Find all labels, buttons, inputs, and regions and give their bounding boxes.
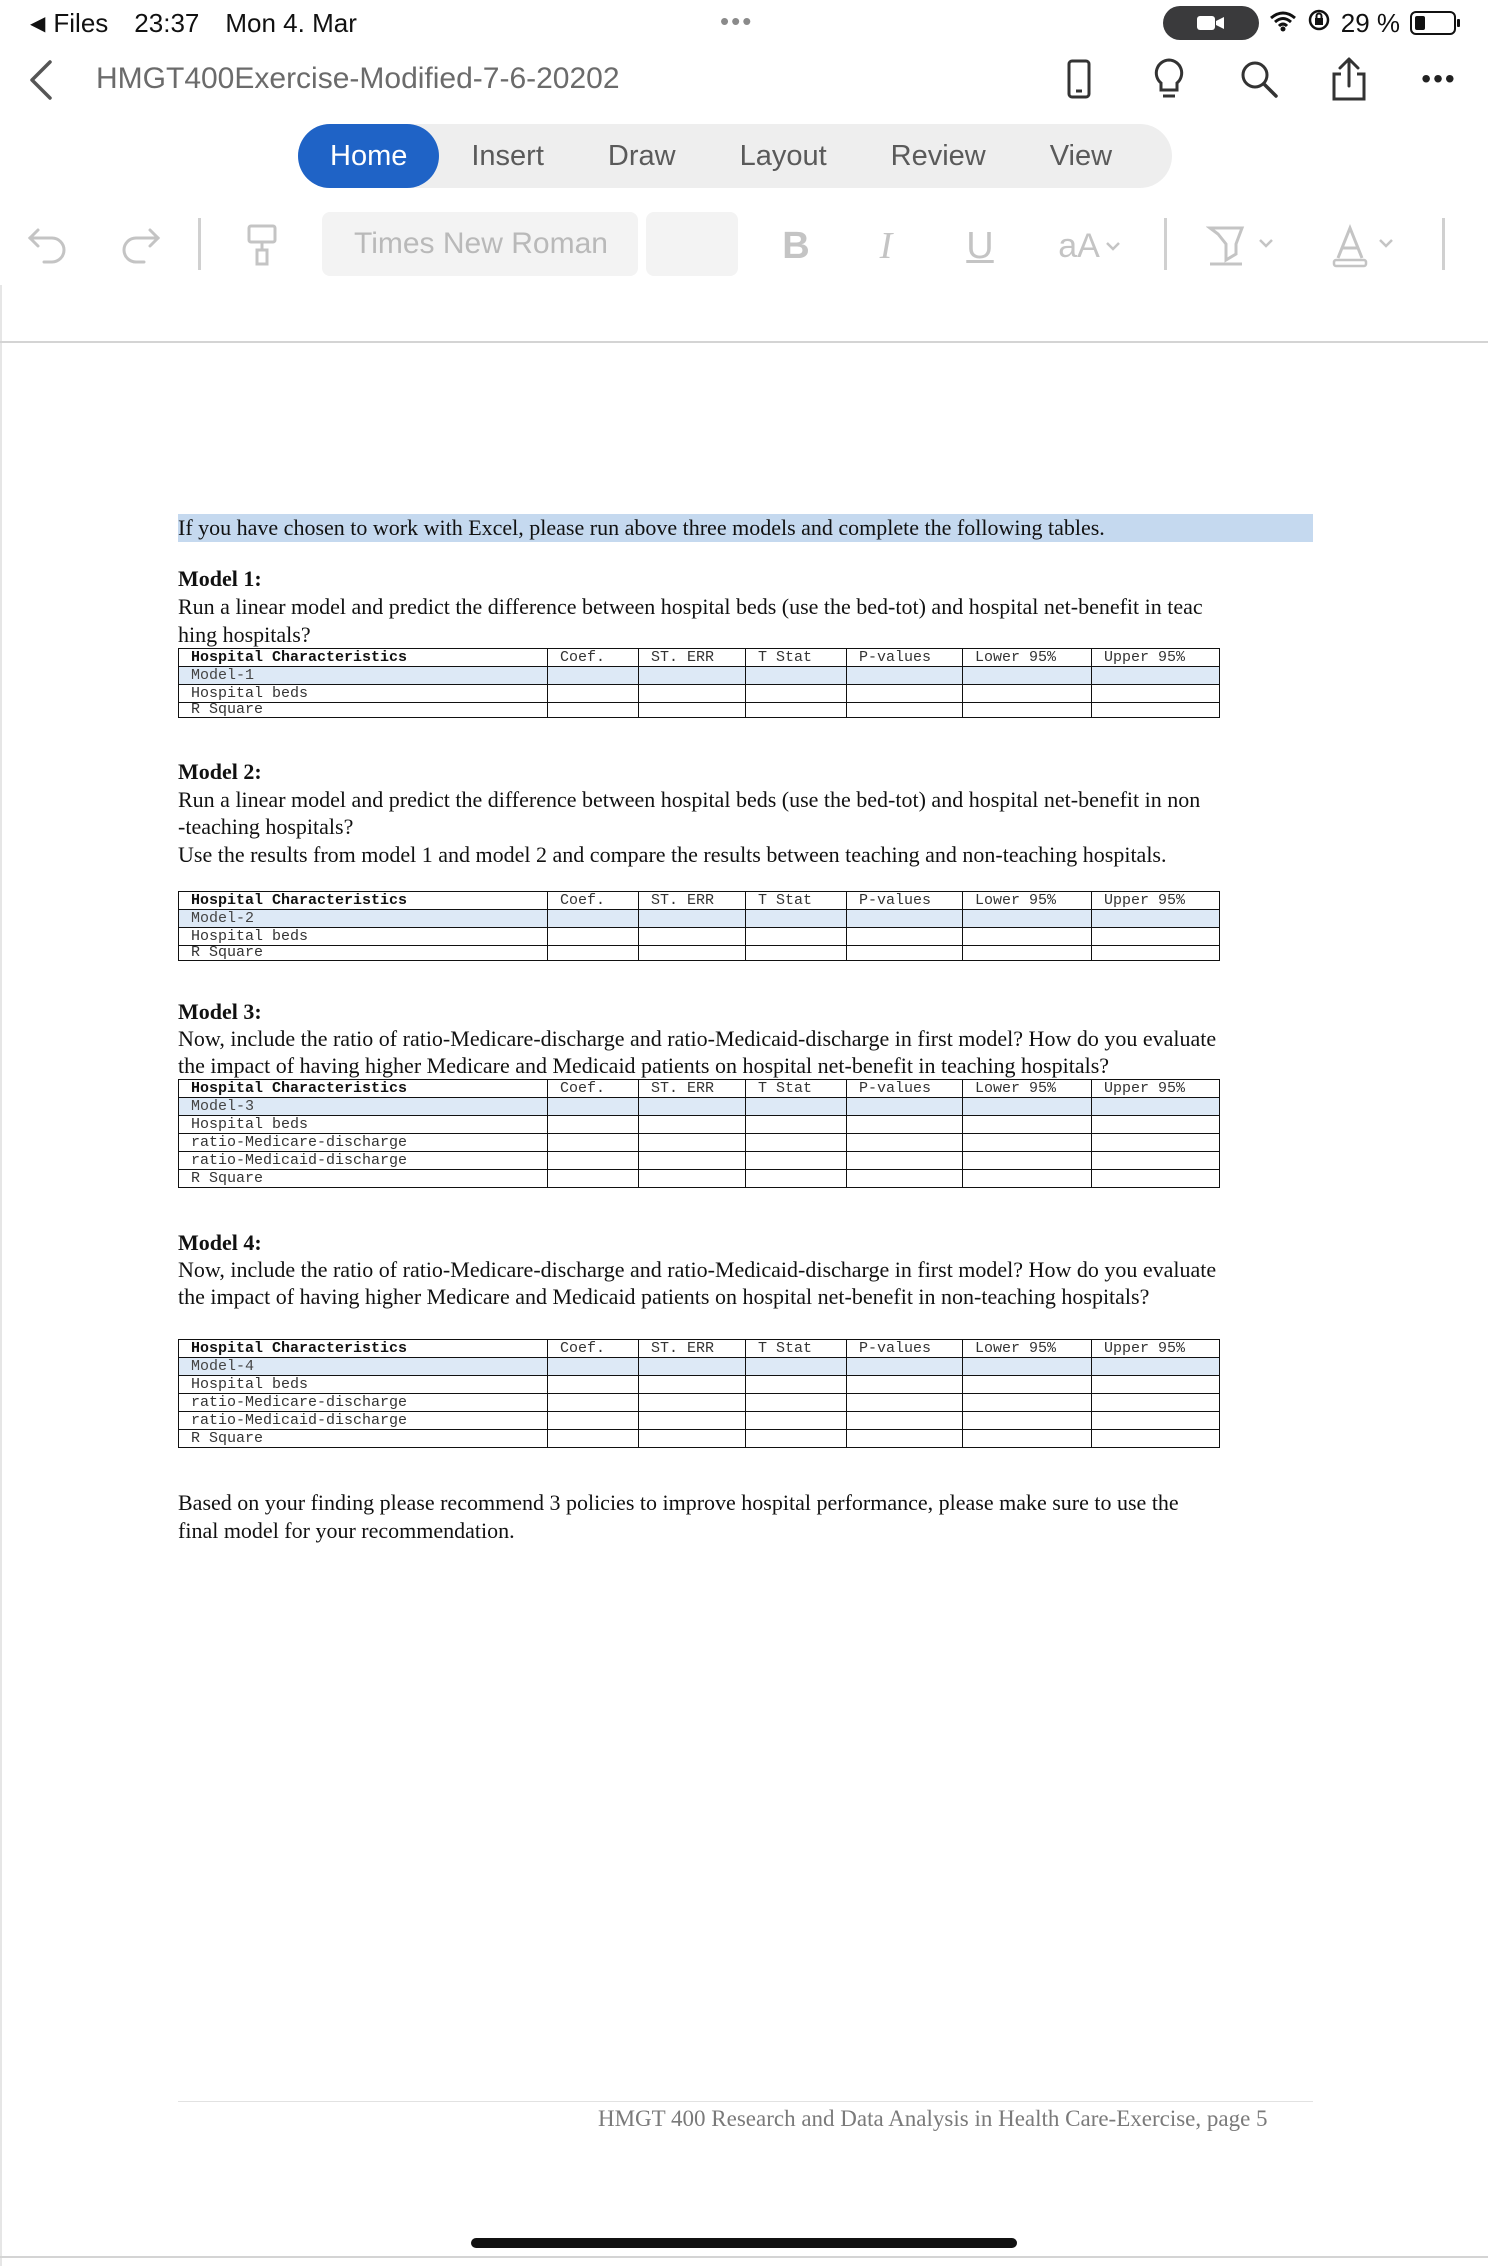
model2-heading: Model 2: xyxy=(178,759,262,784)
lightbulb-icon[interactable] xyxy=(1144,54,1194,104)
header-cell: Upper 95% xyxy=(1092,1340,1220,1358)
intro-text: If you have chosen to work with Excel, please run above three models and complete the following tables. xyxy=(178,514,1313,542)
tab-home[interactable]: Home xyxy=(298,124,439,188)
tab-insert[interactable]: Insert xyxy=(471,139,544,172)
header-cell: Lower 95% xyxy=(963,1340,1092,1358)
table-row xyxy=(179,703,1220,718)
back-chevron-icon[interactable] xyxy=(22,56,62,104)
header-cell: T Stat xyxy=(746,1340,847,1358)
model4-text-line2: the impact of having higher Medicare and Medicaid patients on hospital net-benefit in non-teaching hospitals? xyxy=(178,1284,1150,1309)
row-label[interactable]: Hospital beds xyxy=(179,1376,548,1394)
highlighter-dropdown-icon[interactable] xyxy=(1204,220,1284,270)
title-bar xyxy=(0,46,1488,116)
toolbar-divider xyxy=(1442,218,1445,270)
text-size-button[interactable] xyxy=(1048,218,1132,274)
header-cell: Hospital Characteristics xyxy=(179,649,548,667)
model3-text-line1: Now, include the ratio of ratio-Medicare-discharge and ratio-Medicaid-discharge in first model? How do you evaluate xyxy=(178,1026,1217,1051)
formatting-toolbar xyxy=(0,210,1488,286)
table-row xyxy=(179,667,1220,685)
header-cell: Coef. xyxy=(548,1340,639,1358)
table-row xyxy=(179,1412,1220,1430)
header-cell: P-values xyxy=(847,649,963,667)
header-cell: P-values xyxy=(847,1340,963,1358)
model3-table[interactable] xyxy=(178,1079,1220,1188)
table-row xyxy=(179,1358,1220,1376)
row-label[interactable]: ratio-Medicaid-discharge xyxy=(179,1152,548,1170)
header-cell: Hospital Characteristics xyxy=(179,1080,548,1098)
model4-heading: Model 4: xyxy=(178,1230,262,1255)
model1-text-line2: hing hospitals? xyxy=(178,622,311,647)
table-row xyxy=(179,910,1220,928)
header-cell: Coef. xyxy=(548,1080,639,1098)
header-cell: Lower 95% xyxy=(963,649,1092,667)
page-bottom-edge xyxy=(0,2256,1488,2258)
row-label[interactable]: Model-1 xyxy=(179,667,548,685)
battery-percent: 29 % xyxy=(1340,7,1400,38)
table-row xyxy=(179,1152,1220,1170)
table-row xyxy=(179,685,1220,703)
header-cell: Coef. xyxy=(548,892,639,910)
page-top-edge xyxy=(0,341,1488,343)
page-footer: HMGT 400 Research and Data Analysis in Health Care-Exercise, page 5 xyxy=(598,2106,1268,2131)
table-row xyxy=(179,1134,1220,1152)
format-painter-icon[interactable] xyxy=(240,220,284,270)
header-cell: ST. ERR xyxy=(639,649,746,667)
header-cell: Upper 95% xyxy=(1092,1080,1220,1098)
footer-divider xyxy=(178,2101,1313,2102)
table-row xyxy=(179,928,1220,946)
header-cell: P-values xyxy=(847,1080,963,1098)
header-cell: ST. ERR xyxy=(639,1340,746,1358)
orientation-lock-icon xyxy=(1307,8,1331,39)
status-bar xyxy=(0,0,1488,46)
row-label[interactable]: Model-3 xyxy=(179,1098,548,1116)
model4-table[interactable] xyxy=(178,1339,1220,1448)
toolbar-divider xyxy=(198,218,201,270)
model2-text-line1: Run a linear model and predict the difference between hospital beds (use the bed-tot) and hospital net-benefit in non xyxy=(178,787,1201,812)
header-cell: Upper 95% xyxy=(1092,892,1220,910)
font-color-dropdown-icon[interactable] xyxy=(1330,220,1406,270)
model4-text-line1: Now, include the ratio of ratio-Medicare-discharge and ratio-Medicaid-discharge in first model? How do you evaluate xyxy=(178,1257,1217,1282)
model3-heading: Model 3: xyxy=(178,999,262,1024)
header-cell: Lower 95% xyxy=(963,1080,1092,1098)
table-row xyxy=(179,1170,1220,1188)
header-cell: T Stat xyxy=(746,892,847,910)
share-icon[interactable] xyxy=(1324,54,1374,104)
status-left xyxy=(30,8,357,39)
tab-layout[interactable]: Layout xyxy=(739,139,827,172)
tab-view[interactable]: View xyxy=(1049,139,1113,172)
row-label[interactable]: R Square xyxy=(179,703,548,718)
table-row xyxy=(179,1394,1220,1412)
header-cell: Hospital Characteristics xyxy=(179,892,548,910)
table-row xyxy=(179,1098,1220,1116)
model2-text-line3: Use the results from model 1 and model 2 and compare the results between teaching and non-teaching hospitals. xyxy=(178,842,1167,867)
italic-button[interactable]: I xyxy=(879,225,893,267)
header-cell: Upper 95% xyxy=(1092,649,1220,667)
camera-indicator-icon xyxy=(1163,6,1259,40)
tab-review[interactable]: Review xyxy=(890,139,986,172)
more-options-icon[interactable]: ••• xyxy=(1421,63,1457,94)
title-actions xyxy=(1054,54,1464,104)
header-cell: ST. ERR xyxy=(639,1080,746,1098)
page-edge xyxy=(0,285,2,2266)
tab-draw[interactable]: Draw xyxy=(607,139,676,172)
row-label[interactable]: Hospital beds xyxy=(179,928,548,946)
model1-table[interactable] xyxy=(178,648,1220,718)
row-label[interactable]: R Square xyxy=(179,946,548,961)
undo-icon[interactable] xyxy=(24,220,72,268)
row-label[interactable]: Model-2 xyxy=(179,910,548,928)
row-label[interactable]: R Square xyxy=(179,1170,548,1188)
underline-button[interactable]: U xyxy=(966,224,994,267)
row-label[interactable]: ratio-Medicare-discharge xyxy=(179,1394,548,1412)
table-row xyxy=(179,1430,1220,1448)
font-name-field[interactable]: Times New Roman xyxy=(322,212,638,276)
closing-line1: Based on your finding please recommend 3 policies to improve hospital performance, please make sure to use the xyxy=(178,1490,1179,1515)
row-label[interactable]: ratio-Medicaid-discharge xyxy=(179,1412,548,1430)
header-cell: ST. ERR xyxy=(639,892,746,910)
header-cell: Lower 95% xyxy=(963,892,1092,910)
closing-line2: final model for your recommendation. xyxy=(178,1518,515,1543)
header-cell: P-values xyxy=(847,892,963,910)
table-row xyxy=(179,946,1220,961)
model1-text-line1: Run a linear model and predict the difference between hospital beds (use the bed-tot) and hospital net-benefit in teac xyxy=(178,594,1203,619)
status-right xyxy=(1163,6,1456,40)
row-label[interactable]: Model-4 xyxy=(179,1358,548,1376)
table-row xyxy=(179,1116,1220,1134)
model2-text-line2: -teaching hospitals? xyxy=(178,814,354,839)
row-label[interactable]: R Square xyxy=(179,1430,548,1448)
header-cell: T Stat xyxy=(746,649,847,667)
header-cell: Hospital Characteristics xyxy=(179,1340,548,1358)
document-title: HMGT400Exercise-Modified-7-6-20202 xyxy=(96,62,620,95)
text-size-label: aA xyxy=(1058,226,1100,265)
header-cell: Coef. xyxy=(548,649,639,667)
bold-button[interactable]: B xyxy=(782,224,810,267)
font-size-field[interactable] xyxy=(646,212,738,276)
back-to-app-icon[interactable]: ◀ xyxy=(30,13,46,35)
mobile-view-icon[interactable] xyxy=(1054,54,1104,104)
model3-text-line2: the impact of having higher Medicare and Medicaid patients on hospital net-benefit in teaching hospitals? xyxy=(178,1053,1110,1078)
row-label[interactable]: Hospital beds xyxy=(179,1116,548,1134)
row-label[interactable]: ratio-Medicare-discharge xyxy=(179,1134,548,1152)
model2-table[interactable] xyxy=(178,891,1220,961)
redo-icon[interactable] xyxy=(116,220,164,268)
intro-paragraph[interactable] xyxy=(178,514,1313,542)
toolbar-divider xyxy=(1164,218,1167,270)
model1-heading: Model 1: xyxy=(178,566,262,591)
clock: 23:37 xyxy=(134,8,200,38)
header-cell: T Stat xyxy=(746,1080,847,1098)
date: Mon 4. Mar xyxy=(225,8,357,38)
wifi-icon xyxy=(1269,8,1297,39)
back-app-label[interactable]: Files xyxy=(53,8,109,38)
search-icon[interactable] xyxy=(1234,54,1284,104)
ribbon-tabs xyxy=(298,124,1172,188)
home-indicator[interactable] xyxy=(471,2238,1017,2248)
table-row xyxy=(179,1376,1220,1394)
row-label[interactable]: Hospital beds xyxy=(179,685,548,703)
multitasking-dots-icon[interactable]: ••• xyxy=(720,6,754,36)
battery-icon xyxy=(1410,11,1456,35)
